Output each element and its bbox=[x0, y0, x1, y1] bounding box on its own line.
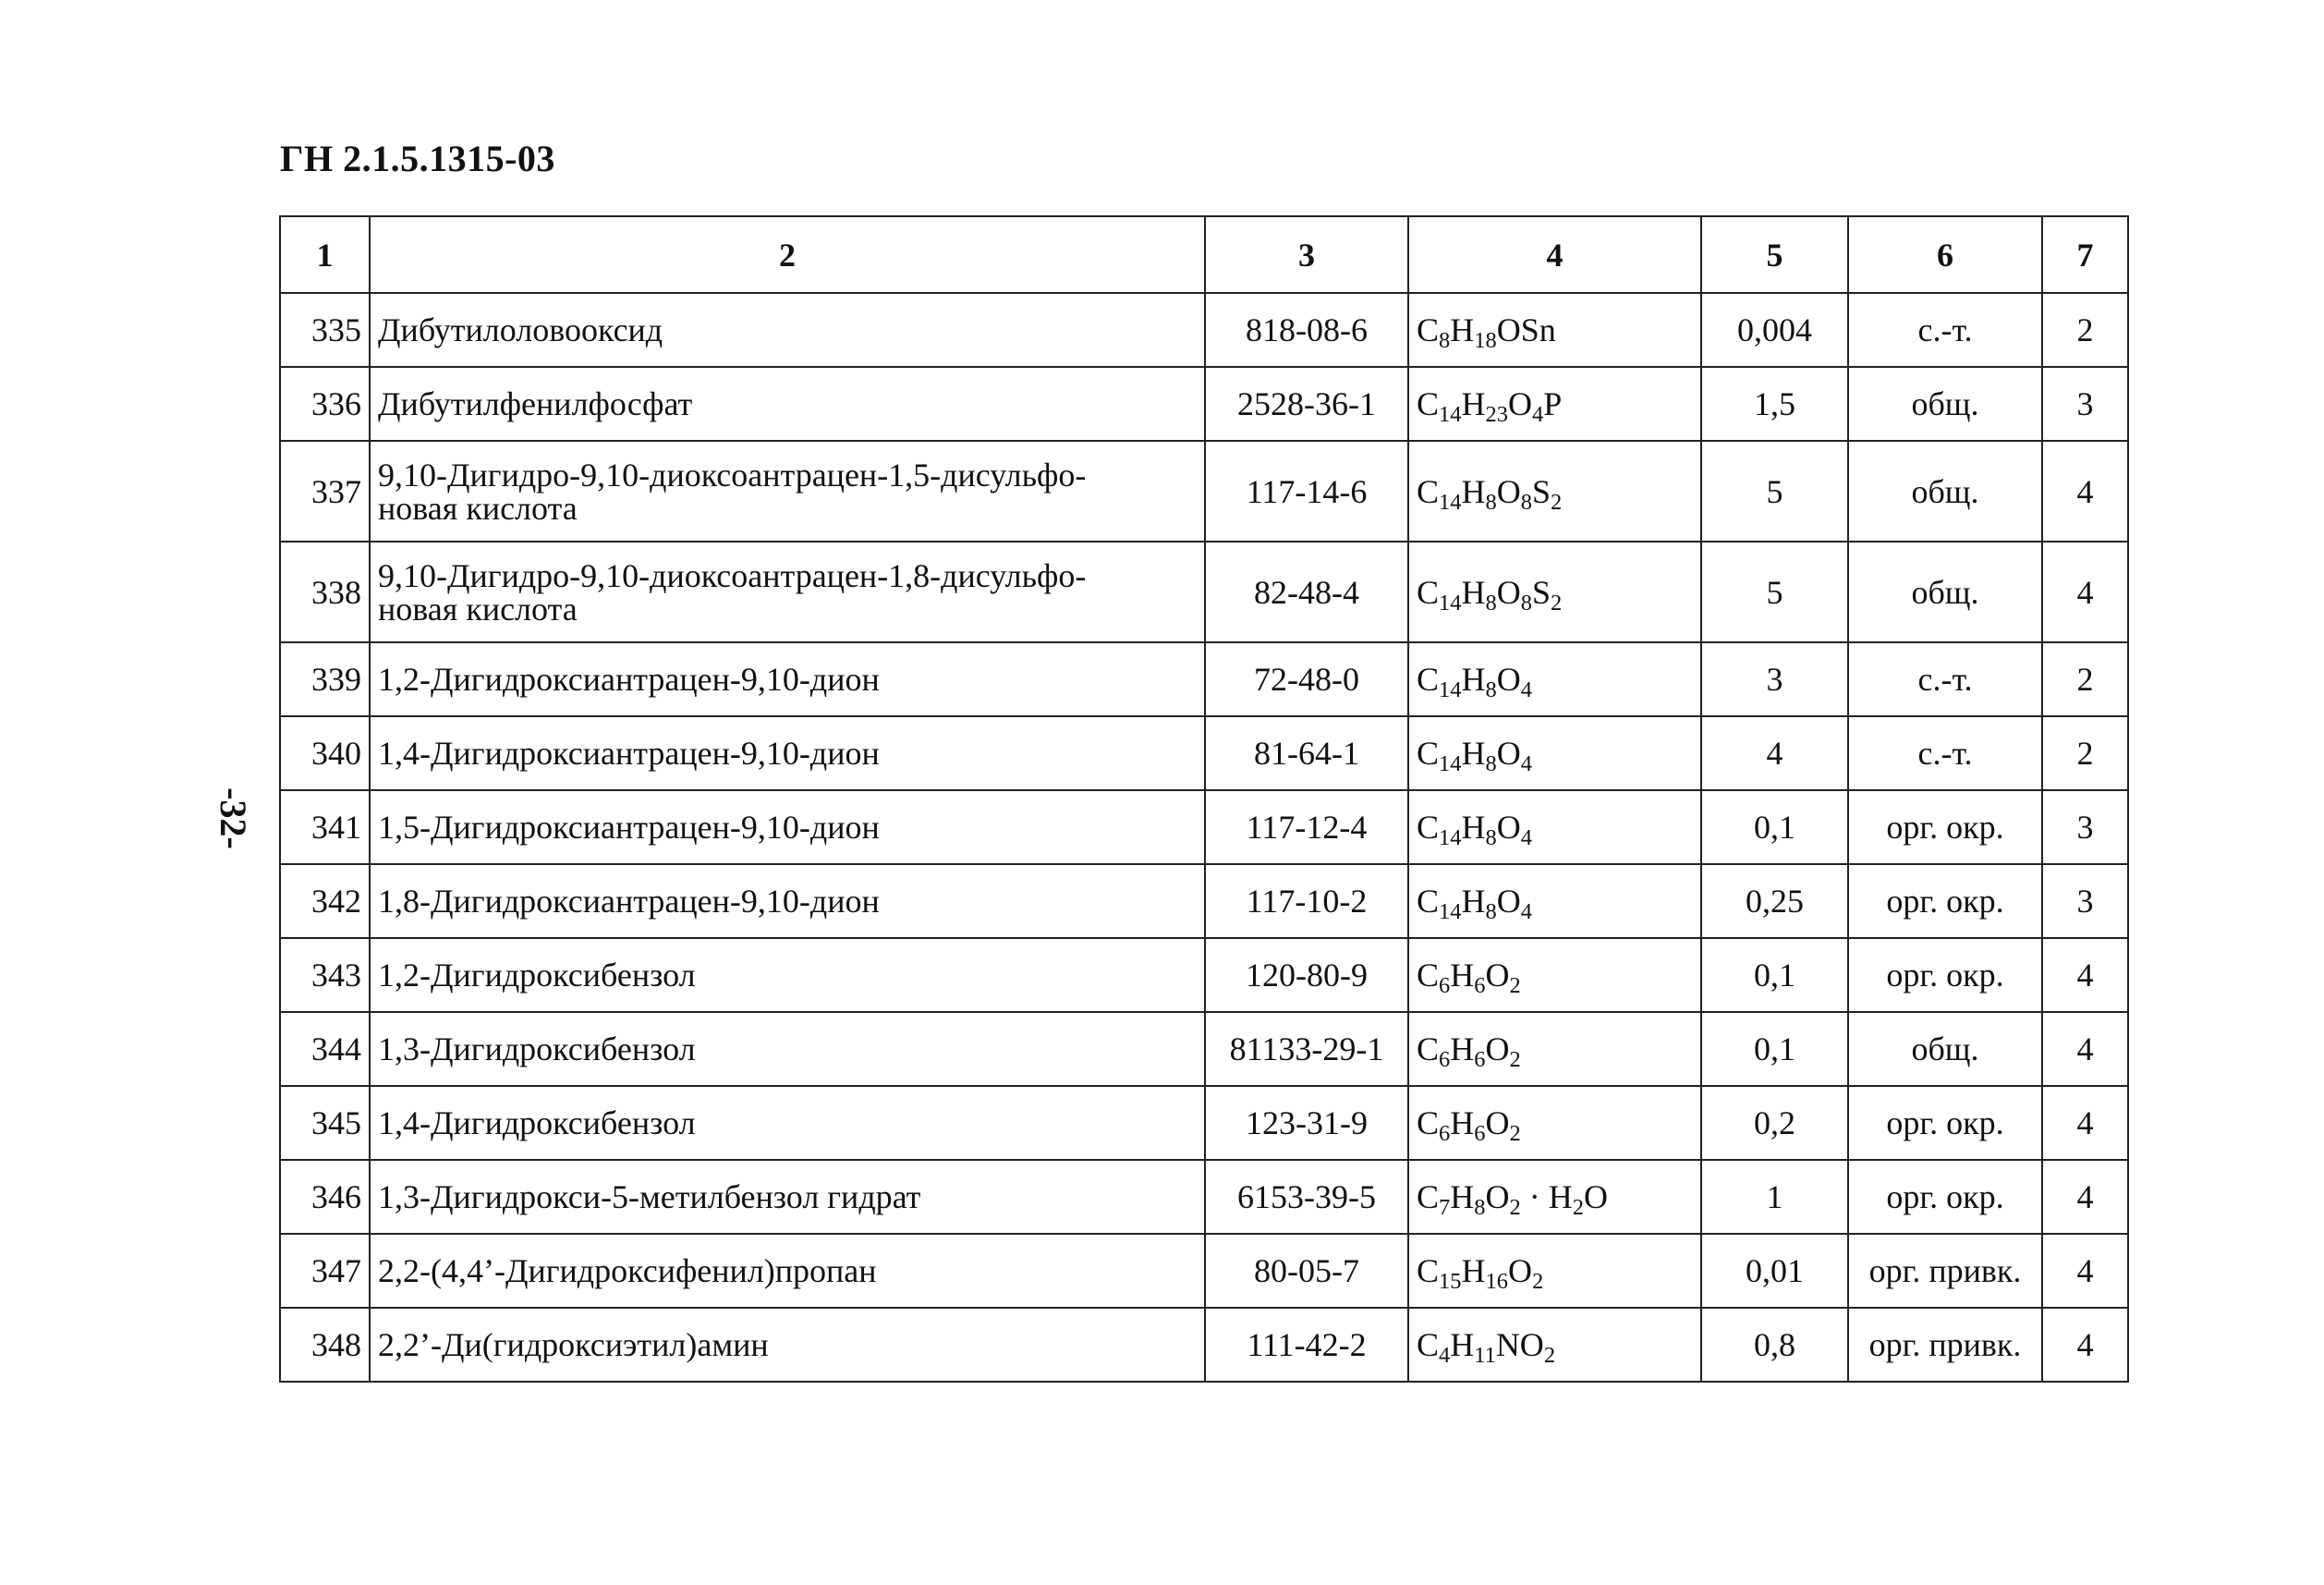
hazard-class: 2 bbox=[2042, 716, 2128, 790]
column-header-7: 7 bbox=[2042, 216, 2128, 293]
chemical-formula: $C_6H_6O_2$ bbox=[1408, 1012, 1701, 1086]
harmfulness-indicator: общ. bbox=[1848, 441, 2042, 542]
hazard-class: 3 bbox=[2042, 790, 2128, 864]
substance-name: 1,3-Дигидрокси-5-метилбензол гидрат bbox=[370, 1160, 1205, 1234]
chemical-formula: $C_6H_6O_2$ bbox=[1408, 938, 1701, 1012]
concentration-value: 0,8 bbox=[1701, 1308, 1848, 1382]
row-number: 336 bbox=[280, 367, 370, 441]
document-header: ГН 2.1.5.1315-03 bbox=[280, 138, 555, 179]
chemical-formula: $C_{14}H_8O_4$ bbox=[1408, 790, 1701, 864]
chemical-formula: $C_{14}H_8O_4$ bbox=[1408, 642, 1701, 716]
chemical-formula: $C_{14}H_{23}O_4P$ bbox=[1408, 367, 1701, 441]
harmfulness-indicator: орг. привк. bbox=[1848, 1308, 2042, 1382]
hazard-class: 4 bbox=[2042, 1308, 2128, 1382]
harmfulness-indicator: общ. bbox=[1848, 367, 2042, 441]
cas-number: 117-14-6 bbox=[1205, 441, 1408, 542]
harmfulness-indicator: общ. bbox=[1848, 1012, 2042, 1086]
concentration-value: 1 bbox=[1701, 1160, 1848, 1234]
column-header-2: 2 bbox=[370, 216, 1205, 293]
substance-name: 2,2-(4,4’-Дигидроксифенил)пропан bbox=[370, 1234, 1205, 1308]
column-header-3: 3 bbox=[1205, 216, 1408, 293]
substance-name: Дибутилфенилфосфат bbox=[370, 367, 1205, 441]
cas-number: 117-10-2 bbox=[1205, 864, 1408, 938]
chemical-formula: $C_6H_6O_2$ bbox=[1408, 1086, 1701, 1160]
cas-number: 818-08-6 bbox=[1205, 293, 1408, 367]
cas-number: 82-48-4 bbox=[1205, 542, 1408, 642]
row-number: 341 bbox=[280, 790, 370, 864]
concentration-value: 0,004 bbox=[1701, 293, 1848, 367]
hazard-class: 4 bbox=[2042, 441, 2128, 542]
cas-number: 123-31-9 bbox=[1205, 1086, 1408, 1160]
chemical-formula: $C_{15}H_{16}O_2$ bbox=[1408, 1234, 1701, 1308]
substance-name: 9,10-Дигидро-9,10-диоксоантрацен-1,5-дисульфо- новая кислота bbox=[370, 441, 1205, 542]
chemical-formula: $C_{14}H_8O_8S_2$ bbox=[1408, 542, 1701, 642]
chemical-formula: $C_{14}H_8O_4$ bbox=[1408, 716, 1701, 790]
chemical-formula: $C_8H_{18}OSn$ bbox=[1408, 293, 1701, 367]
table-row bbox=[280, 790, 2128, 864]
row-number: 347 bbox=[280, 1234, 370, 1308]
concentration-value: 5 bbox=[1701, 441, 1848, 542]
substance-name: 1,3-Дигидроксибензол bbox=[370, 1012, 1205, 1086]
substance-name: 1,5-Дигидроксиантрацен-9,10-дион bbox=[370, 790, 1205, 864]
cas-number: 111-42-2 bbox=[1205, 1308, 1408, 1382]
hazard-class: 3 bbox=[2042, 864, 2128, 938]
table-row bbox=[280, 441, 2128, 542]
concentration-value: 0,1 bbox=[1701, 938, 1848, 1012]
chemical-formula: $C_7H_8O_2 \cdot H_2O$ bbox=[1408, 1160, 1701, 1234]
hazard-class: 4 bbox=[2042, 1086, 2128, 1160]
hazard-class: 4 bbox=[2042, 542, 2128, 642]
harmfulness-indicator: орг. окр. bbox=[1848, 864, 2042, 938]
substance-name: 1,4-Дигидроксибензол bbox=[370, 1086, 1205, 1160]
substances-table bbox=[279, 215, 2129, 1383]
hazard-class: 4 bbox=[2042, 1012, 2128, 1086]
row-number: 346 bbox=[280, 1160, 370, 1234]
table-row bbox=[280, 642, 2128, 716]
table-row bbox=[280, 542, 2128, 642]
table-header-row bbox=[280, 216, 2128, 293]
row-number: 338 bbox=[280, 542, 370, 642]
substance-name: Дибутилоловооксид bbox=[370, 293, 1205, 367]
column-header-6: 6 bbox=[1848, 216, 2042, 293]
concentration-value: 0,2 bbox=[1701, 1086, 1848, 1160]
cas-number: 80-05-7 bbox=[1205, 1234, 1408, 1308]
row-number: 335 bbox=[280, 293, 370, 367]
table-row bbox=[280, 367, 2128, 441]
chemical-formula: $C_{14}H_8O_4$ bbox=[1408, 864, 1701, 938]
cas-number: 81-64-1 bbox=[1205, 716, 1408, 790]
harmfulness-indicator: орг. окр. bbox=[1848, 1086, 2042, 1160]
table-row bbox=[280, 1160, 2128, 1234]
row-number: 337 bbox=[280, 441, 370, 542]
substance-name: 1,4-Дигидроксиантрацен-9,10-дион bbox=[370, 716, 1205, 790]
column-header-1: 1 bbox=[280, 216, 370, 293]
row-number: 344 bbox=[280, 1012, 370, 1086]
table-row bbox=[280, 293, 2128, 367]
concentration-value: 0,25 bbox=[1701, 864, 1848, 938]
hazard-class: 2 bbox=[2042, 642, 2128, 716]
concentration-value: 1,5 bbox=[1701, 367, 1848, 441]
table-row bbox=[280, 716, 2128, 790]
concentration-value: 0,01 bbox=[1701, 1234, 1848, 1308]
table-row bbox=[280, 864, 2128, 938]
row-number: 340 bbox=[280, 716, 370, 790]
table-row bbox=[280, 1012, 2128, 1086]
concentration-value: 3 bbox=[1701, 642, 1848, 716]
hazard-class: 4 bbox=[2042, 938, 2128, 1012]
table-row bbox=[280, 1308, 2128, 1382]
table-row bbox=[280, 1234, 2128, 1308]
table-row bbox=[280, 1086, 2128, 1160]
hazard-class: 4 bbox=[2042, 1160, 2128, 1234]
cas-number: 117-12-4 bbox=[1205, 790, 1408, 864]
column-header-4: 4 bbox=[1408, 216, 1701, 293]
concentration-value: 0,1 bbox=[1701, 1012, 1848, 1086]
concentration-value: 0,1 bbox=[1701, 790, 1848, 864]
concentration-value: 4 bbox=[1701, 716, 1848, 790]
cas-number: 6153-39-5 bbox=[1205, 1160, 1408, 1234]
harmfulness-indicator: общ. bbox=[1848, 542, 2042, 642]
substance-name: 1,2-Дигидроксиантрацен-9,10-дион bbox=[370, 642, 1205, 716]
cas-number: 72-48-0 bbox=[1205, 642, 1408, 716]
row-number: 342 bbox=[280, 864, 370, 938]
cas-number: 2528-36-1 bbox=[1205, 367, 1408, 441]
concentration-value: 5 bbox=[1701, 542, 1848, 642]
harmfulness-indicator: с.-т. bbox=[1848, 642, 2042, 716]
page-number-label: -32- bbox=[212, 786, 254, 849]
cas-number: 81133-29-1 bbox=[1205, 1012, 1408, 1086]
hazard-class: 4 bbox=[2042, 1234, 2128, 1308]
substance-name: 2,2’-Ди(гидроксиэтил)амин bbox=[370, 1308, 1205, 1382]
row-number: 348 bbox=[280, 1308, 370, 1382]
harmfulness-indicator: с.-т. bbox=[1848, 293, 2042, 367]
cas-number: 120-80-9 bbox=[1205, 938, 1408, 1012]
hazard-class: 3 bbox=[2042, 367, 2128, 441]
harmfulness-indicator: с.-т. bbox=[1848, 716, 2042, 790]
table-row bbox=[280, 938, 2128, 1012]
column-header-5: 5 bbox=[1701, 216, 1848, 293]
row-number: 343 bbox=[280, 938, 370, 1012]
hazard-class: 2 bbox=[2042, 293, 2128, 367]
harmfulness-indicator: орг. окр. bbox=[1848, 938, 2042, 1012]
chemical-formula: $C_{14}H_8O_8S_2$ bbox=[1408, 441, 1701, 542]
harmfulness-indicator: орг. привк. bbox=[1848, 1234, 2042, 1308]
row-number: 339 bbox=[280, 642, 370, 716]
substance-name: 9,10-Дигидро-9,10-диоксоантрацен-1,8-дисульфо- новая кислота bbox=[370, 542, 1205, 642]
harmfulness-indicator: орг. окр. bbox=[1848, 790, 2042, 864]
row-number: 345 bbox=[280, 1086, 370, 1160]
page-number bbox=[212, 772, 254, 864]
chemical-formula: $C_4H_{11}NO_2$ bbox=[1408, 1308, 1701, 1382]
table-body bbox=[280, 293, 2128, 1382]
substance-name: 1,8-Дигидроксиантрацен-9,10-дион bbox=[370, 864, 1205, 938]
substance-name: 1,2-Дигидроксибензол bbox=[370, 938, 1205, 1012]
harmfulness-indicator: орг. окр. bbox=[1848, 1160, 2042, 1234]
